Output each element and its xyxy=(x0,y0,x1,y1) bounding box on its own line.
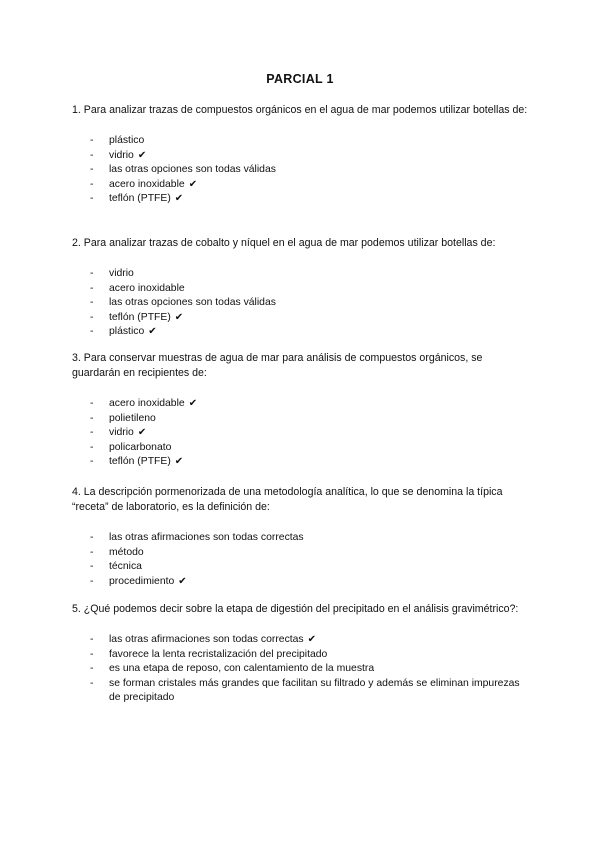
question-text: 4. La descripción pormenorizada de una metodología analítica, lo que se denomina la típica “receta” de laboratorio, es la definición de: xyxy=(72,486,503,513)
option-text: teflón (PTFE) xyxy=(109,193,171,205)
option-text: vidrio xyxy=(109,268,134,279)
option-text: vidrio xyxy=(109,149,134,161)
option-list xyxy=(72,267,532,340)
option-text: acero inoxidable xyxy=(109,398,185,409)
option-text: se forman cristales más grandes que facilitan su filtrado y además se eliminan impurezas de precipitado xyxy=(109,677,520,704)
option-text: método xyxy=(109,546,144,558)
option-text: policarbonato xyxy=(109,441,172,453)
page-title: PARCIAL 1 xyxy=(266,72,334,86)
option-item xyxy=(72,178,532,193)
check-icon: ✔ xyxy=(174,456,184,468)
check-icon: ✔ xyxy=(307,634,317,645)
option-text: es una etapa de reposo, con calentamiento de la muestra xyxy=(109,663,375,675)
option-item xyxy=(72,267,532,282)
option-item xyxy=(72,296,532,311)
check-icon: ✔ xyxy=(188,178,198,190)
option-text: plástico xyxy=(109,135,145,146)
question-5 xyxy=(72,602,532,706)
option-item xyxy=(72,575,532,590)
check-icon: ✔ xyxy=(174,311,184,323)
question-3 xyxy=(72,351,532,470)
check-icon: ✔ xyxy=(188,398,198,409)
option-item xyxy=(72,192,532,207)
option-text: acero inoxidable xyxy=(109,282,185,294)
option-text: teflón (PTFE) xyxy=(109,456,171,468)
check-icon: ✔ xyxy=(174,193,184,205)
option-item xyxy=(72,531,532,546)
option-item xyxy=(72,633,532,648)
option-list xyxy=(72,531,532,589)
option-item xyxy=(72,560,532,575)
option-text: polietileno xyxy=(109,412,156,424)
question-4 xyxy=(72,485,532,589)
question-2 xyxy=(72,236,532,340)
option-text: las otras afirmaciones son todas correctas xyxy=(109,634,304,645)
check-icon: ✔ xyxy=(178,575,187,587)
option-item xyxy=(72,134,532,149)
question-text: 3. Para conservar muestras de agua de mar para análisis de compuestos orgánicos, se guardarán en recipientes de: xyxy=(72,352,483,379)
check-icon: ✔ xyxy=(137,149,147,161)
option-item xyxy=(72,163,532,178)
option-item xyxy=(72,441,532,456)
option-item xyxy=(72,648,532,663)
question-text: 1. Para analizar trazas de compuestos orgánicos en el agua de mar podemos utilizar botellas de: xyxy=(72,104,528,116)
option-text: favorece la lenta recristalización del precipitado xyxy=(109,648,328,660)
option-item xyxy=(72,546,532,561)
option-text: plástico xyxy=(109,326,145,338)
check-icon: ✔ xyxy=(137,427,147,439)
question-text: 5. ¿Qué podemos decir sobre la etapa de digestión del precipitado en el análisis gravimétrico?: xyxy=(72,603,519,615)
option-list xyxy=(72,397,532,470)
option-list xyxy=(72,134,532,207)
option-item xyxy=(72,311,532,326)
option-item xyxy=(72,397,532,412)
question-1 xyxy=(72,103,532,207)
option-text: procedimiento xyxy=(109,575,175,587)
check-icon: ✔ xyxy=(148,326,157,338)
option-text: técnica xyxy=(109,561,142,573)
option-item xyxy=(72,412,532,427)
option-item xyxy=(72,455,532,470)
option-item xyxy=(72,426,532,441)
option-item xyxy=(72,662,532,677)
option-text: las otras opciones son todas válidas xyxy=(109,164,276,176)
option-item xyxy=(72,282,532,297)
question-text: 2. Para analizar trazas de cobalto y níquel en el agua de mar podemos utilizar botellas de: xyxy=(72,237,496,249)
option-item xyxy=(72,325,532,340)
option-text: teflón (PTFE) xyxy=(109,311,171,323)
option-text: acero inoxidable xyxy=(109,178,185,190)
option-text: las otras opciones son todas válidas xyxy=(109,297,276,309)
option-item xyxy=(72,677,532,706)
option-text: vidrio xyxy=(109,427,134,439)
option-item xyxy=(72,149,532,164)
option-text: las otras afirmaciones son todas correctas xyxy=(109,532,304,543)
option-list xyxy=(72,633,532,706)
